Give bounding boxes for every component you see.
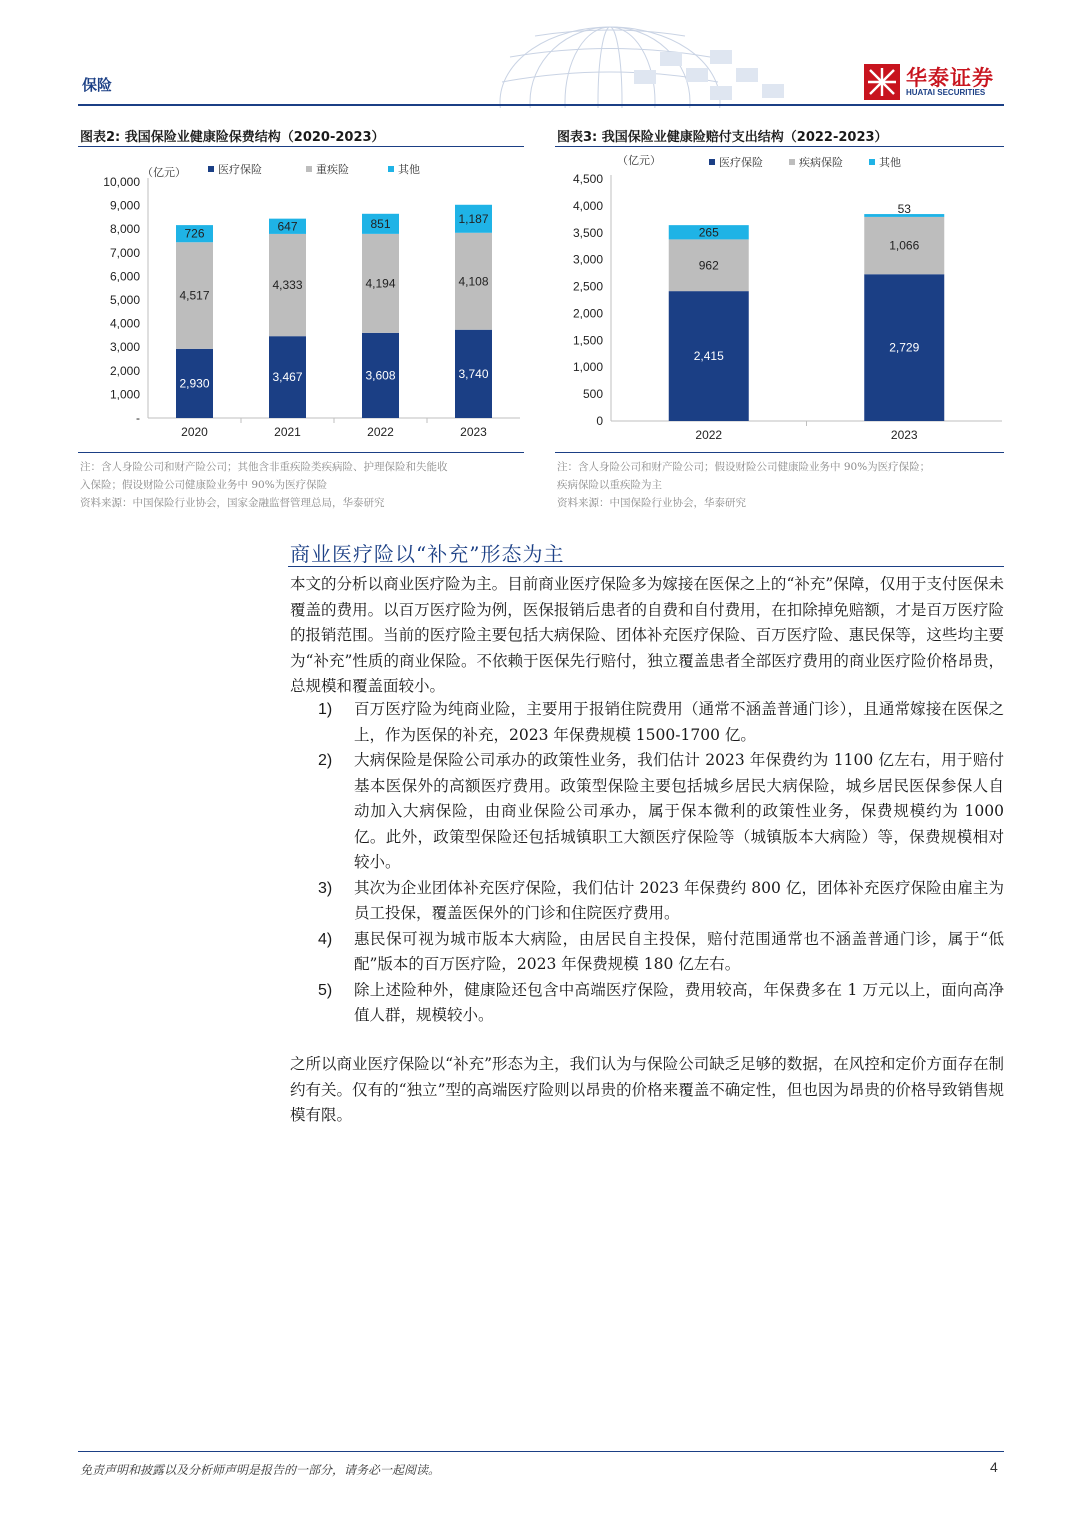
data-label: 265 [698, 225, 719, 240]
data-label: 4,194 [365, 276, 396, 291]
huatai-logo-icon [864, 64, 900, 100]
header-divider [78, 104, 1004, 106]
figure2-source: 资料来源：中国保险行业协会，国家金融监督管理总局，华泰研究 [80, 497, 385, 509]
y-tick-label: 7,000 [109, 245, 140, 260]
y-tick-label: 500 [582, 387, 603, 402]
y-axis-unit: （亿元） [142, 166, 186, 179]
data-label: 2,930 [179, 376, 210, 391]
y-tick-label: 4,000 [572, 198, 603, 213]
y-tick-label: 3,000 [572, 252, 603, 267]
y-tick-label: 9,000 [109, 198, 140, 213]
x-tick-label: 2021 [274, 425, 301, 439]
figure2-title-rule [78, 146, 524, 147]
legend-swatch [306, 166, 312, 172]
legend-swatch [869, 159, 875, 165]
page-number: 4 [990, 1459, 998, 1475]
y-tick-label: 3,000 [109, 340, 140, 355]
list-item-text: 大病保险是保险公司承办的政策性业务，我们估计 2023 年保费约为 1100 亿左右，用于赔付基本医保外的高额医疗费用。政策型保险主要包括城乡居民大病保险，城乡居民医保参保人自动加入大病保险，由商业保险公司承办，属于保本微利的政策性业务，保费规模约为 1000 亿。此外，政策型保险还包括城镇职工大额医疗保险等（城镇版本大病险）等，保费规模相对较小。 [354, 751, 1004, 871]
paragraph-intro: 本文的分析以商业医疗险为主。目前商业医疗保险多为嫁接在医保之上的“补充”保障，仅用于支付医保未覆盖的费用。以百万医疗险为例，医保报销后患者的自费和自付费用，在扣除掉免赔额，才是百万医疗险的报销范围。当前的医疗险主要包括大病保险、团体补充医疗保险、百万医疗险、惠民保等，这些均主要为“补充”性质的商业保险。不依赖于医保先行赔付，独立覆盖患者全部医疗费用的商业医疗险价格昂贵，总规模和覆盖面较小。 [290, 575, 1004, 695]
y-tick-label: 10,000 [103, 175, 140, 189]
data-label: 4,517 [179, 288, 210, 303]
legend-label: 其他 [879, 156, 901, 169]
data-label: 53 [897, 202, 911, 217]
legend-label: 疾病保险 [799, 156, 843, 169]
figure3-source: 资料来源：中国保险行业协会，华泰研究 [557, 497, 746, 509]
paragraph-conclusion: 之所以商业医疗保险以“补充”形态为主，我们认为与保险公司缺乏足够的数据，在风控和定价方面存在制约有关。仅有的“独立”型的高端医疗险则以昂贵的价格来覆盖不确定性，但也因为昂贵的价格导致销售规模有限。 [290, 1055, 1004, 1124]
section-heading-rule [288, 566, 1004, 567]
y-tick-label: 2,500 [572, 279, 603, 294]
data-label: 3,467 [272, 370, 303, 385]
data-label: 1,066 [889, 238, 920, 253]
data-label: 3,608 [365, 368, 396, 383]
x-tick-label: 2022 [695, 428, 723, 442]
logo-text-en: HUATAI SECURITIES [906, 88, 986, 97]
y-tick-label: 3,500 [572, 225, 603, 240]
list-item [318, 748, 1004, 876]
list-item-text: 惠民保可视为城市版本大病险，由居民自主投保，赔付范围通常也不涵盖普通门诊，属于“低配”版本的百万医疗险，2023 年保费规模 180 亿左右。 [354, 929, 1004, 973]
figure3-note-line: 注：含人身险公司和财产险公司；假设财险公司健康险业务中 90%为医疗保险； [557, 461, 931, 473]
legend-swatch [388, 166, 394, 172]
legend-label: 重疾险 [316, 163, 349, 176]
figure2-note-line: 注：含人身险公司和财产险公司；其他含非重疾险类疾病险、护理保险和失能收 [80, 461, 448, 473]
figure3-title: 图表3: 我国保险业健康险赔付支出结构（2022-2023） [557, 130, 888, 145]
legend-swatch [709, 159, 715, 165]
y-tick-label: 6,000 [109, 269, 140, 284]
figure3-bottom-rule [555, 452, 1004, 453]
list-item-number: 4) [318, 930, 333, 948]
figure2-note [80, 458, 526, 512]
figure2-bottom-rule [78, 452, 524, 453]
figure2-note-line: 入保险；假设财险公司健康险业务中 90%为医疗保险 [80, 479, 328, 491]
figure3-title-rule [555, 146, 1004, 147]
globe-decoration [410, 12, 850, 108]
figure3-note [557, 458, 1006, 512]
figure3-chart [555, 150, 1004, 450]
legend-swatch [789, 159, 795, 165]
figure3-note-line: 疾病保险以重疾险为主 [557, 479, 662, 491]
y-tick-label: 8,000 [109, 222, 140, 237]
y-tick-label: 2,000 [109, 363, 140, 378]
list-item-text: 除上述险种外，健康险还包含中高端医疗保险，费用较高，年保费多在 1 万元以上，面向高净值人群，规模较小。 [354, 980, 1004, 1024]
footer-divider [78, 1451, 1004, 1452]
list-item-number: 5) [318, 981, 333, 999]
legend-label: 其他 [398, 163, 420, 176]
data-label: 851 [370, 216, 391, 231]
data-label: 4,333 [272, 278, 303, 293]
data-label: 1,187 [458, 211, 489, 226]
y-tick-label: 4,500 [572, 172, 603, 186]
data-label: 4,108 [458, 274, 489, 289]
list-item-text: 其次为企业团体补充医疗保险，我们估计 2023 年保费约 800 亿，团体补充医疗保险由雇主为员工投保，覆盖医保外的门诊和住院医疗费用。 [354, 878, 1004, 922]
list-item-number: 3) [318, 879, 333, 897]
legend-swatch [208, 166, 214, 172]
list-item [318, 876, 1004, 927]
list-item [318, 697, 1004, 748]
list-item-number: 1) [318, 701, 333, 718]
data-label: 2,729 [889, 340, 920, 355]
y-tick-label: 5,000 [109, 293, 140, 307]
list-item-text: 百万医疗险为纯商业险，主要用于报销住院费用（通常不涵盖普通门诊），且通常嫁接在医保之上，作为医保的补充，2023 年保费规模 1500-1700 亿。 [354, 700, 1004, 744]
data-label: 726 [184, 226, 205, 241]
data-label: 962 [698, 258, 719, 273]
figure2-title: 图表2: 我国保险业健康险保费结构（2020-2023） [80, 130, 385, 145]
x-tick-label: 2022 [367, 425, 394, 439]
y-tick-label: 2,000 [572, 306, 603, 321]
x-tick-label: 2023 [890, 428, 918, 442]
legend-label: 医疗保险 [218, 163, 262, 176]
figure2-chart [78, 150, 524, 450]
x-tick-label: 2023 [460, 425, 487, 439]
data-label: 647 [277, 219, 298, 234]
numbered-list [318, 697, 1004, 1029]
data-label: 3,740 [458, 366, 489, 381]
y-tick-label: 1,500 [572, 333, 603, 348]
footer-disclaimer: 免责声明和披露以及分析师声明是报告的一部分，请务必一起阅读。 [80, 1463, 441, 1477]
y-tick-label: 1,000 [572, 360, 603, 375]
list-item [318, 927, 1004, 978]
logo-text-cn: 华泰证券 [906, 66, 994, 90]
y-tick-label: 1,000 [109, 387, 140, 402]
x-tick-label: 2020 [181, 425, 208, 439]
legend-label: 医疗保险 [719, 156, 763, 169]
list-item [318, 978, 1004, 1029]
data-label: 2,415 [693, 349, 724, 364]
y-tick-label: 0 [596, 414, 603, 428]
y-tick-label: 4,000 [109, 316, 140, 331]
y-axis-unit: （亿元） [617, 154, 661, 167]
list-item-number: 2) [318, 752, 333, 769]
section-label: 保险 [82, 76, 113, 94]
company-logo [864, 62, 1004, 102]
section-heading: 商业医疗险以“补充”形态为主 [290, 542, 565, 566]
y-tick-label: - [136, 411, 140, 425]
